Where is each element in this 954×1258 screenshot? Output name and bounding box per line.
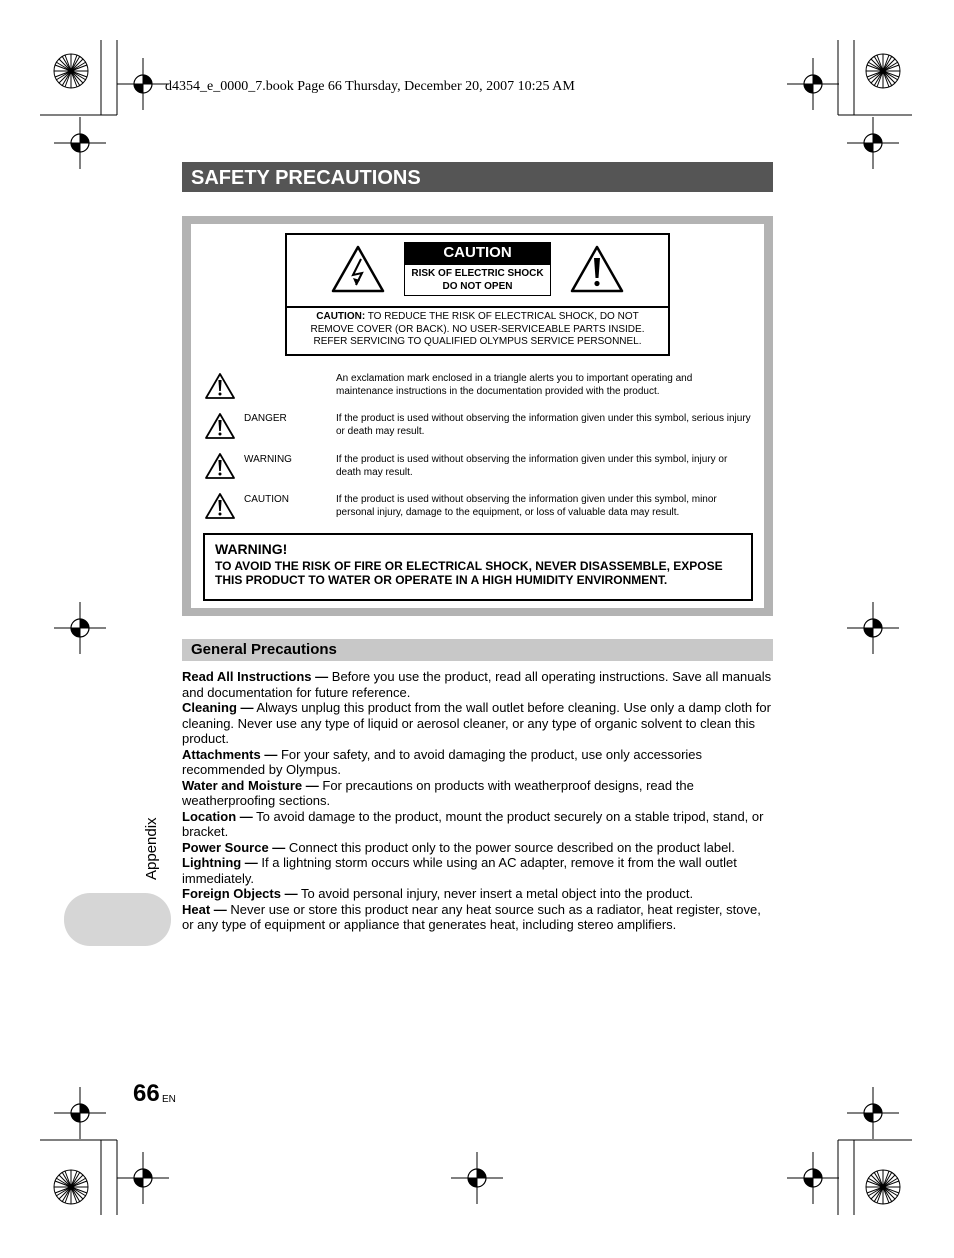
list-item: Location — To avoid damage to the product, mount the product securely on a stable tripod, stand, or bracket. [182, 808, 764, 839]
section-heading-bar [182, 639, 773, 661]
caution-sublabel: RISK OF ELECTRIC SHOCK DO NOT OPEN [411, 268, 544, 292]
exclamation-triangle-icon [204, 372, 236, 400]
exclamation-triangle-icon [204, 412, 236, 440]
list-item: Power Source — Connect this product only to the power source described on the product label. [182, 839, 735, 855]
list-item: Lightning — If a lightning storm occurs while using an AC adapter, remove it from the wall outlet immediately. [182, 855, 737, 886]
page-title: SAFETY PRECAUTIONS [191, 167, 421, 189]
title-bar [182, 162, 773, 192]
lightning-triangle-icon [331, 245, 385, 293]
exclamation-triangle-icon [204, 452, 236, 480]
symbol-description-caution: If the product is used without observing the information given under this symbol, minor personal injury, damage to the equipment, or loss of valuable data may result. [336, 494, 717, 518]
page-number: 66 [133, 1080, 160, 1107]
section-tab [64, 893, 171, 946]
symbol-description-danger: If the product is used without observing the information given under this symbol, serious injury or death may result. [336, 413, 751, 437]
page-language: EN [162, 1094, 176, 1105]
print-header: d4354_e_0000_7.book Page 66 Thursday, December 20, 2007 10:25 AM [165, 79, 575, 94]
list-item: Read All Instructions — Before you use the product, read all operating instructions. Save all manuals and documentation for future reference. [182, 669, 772, 700]
symbol-description: An exclamation mark enclosed in a triangle alerts you to important operating and maintenance instructions in the documentation provided with the product. [336, 373, 693, 397]
symbol-name-warning: WARNING [244, 454, 292, 465]
list-item: Water and Moisture — For precautions on products with weatherproof designs, read the weatherproofing sections. [182, 777, 694, 808]
list-item: Attachments — For your safety, and to avoid damaging the product, use only accessories recommended by Olympus. [182, 746, 703, 777]
section-tab-label: Appendix [143, 817, 160, 880]
symbol-name-danger: DANGER [244, 413, 287, 424]
precautions-list [182, 669, 774, 933]
symbol-name-caution: CAUTION [244, 494, 289, 505]
caution-notice: CAUTION: TO REDUCE THE RISK OF ELECTRICAL SHOCK, DO NOT REMOVE COVER (OR BACK). NO USER-SERVICEABLE PARTS INSIDE. REFER SERVICING TO QUALIFIED OLYMPUS SERVICE PERSONNEL. [310, 311, 645, 347]
exclamation-triangle-icon [570, 245, 624, 293]
section-heading: General Precautions [191, 641, 337, 658]
caution-divider [287, 306, 668, 308]
warning-title: WARNING! [215, 541, 288, 557]
symbol-description-warning: If the product is used without observing the information given under this symbol, injury or death may result. [336, 454, 728, 478]
warning-body: TO AVOID THE RISK OF FIRE OR ELECTRICAL SHOCK, NEVER DISASSEMBLE, EXPOSE THIS PRODUCT TO WATER OR OPERATE IN A HIGH HUMIDITY ENVIRONMENT. [215, 559, 723, 587]
caution-label: CAUTION [405, 243, 550, 265]
list-item: Cleaning — Always unplug this product from the wall outlet before cleaning. Use only a damp cloth for cleaning. Never use any type of liquid or aerosol cleaner, or any type of organic solvent to clean this product. [182, 700, 771, 746]
list-item: Foreign Objects — To avoid personal injury, never insert a metal object into the product. [182, 886, 694, 901]
list-item: Heat — Never use or store this product near any heat source such as a radiator, heat register, stove, or any type of equipment or appliance that generates heat, including stereo amplifiers. [182, 901, 761, 932]
exclamation-triangle-icon [204, 492, 236, 520]
